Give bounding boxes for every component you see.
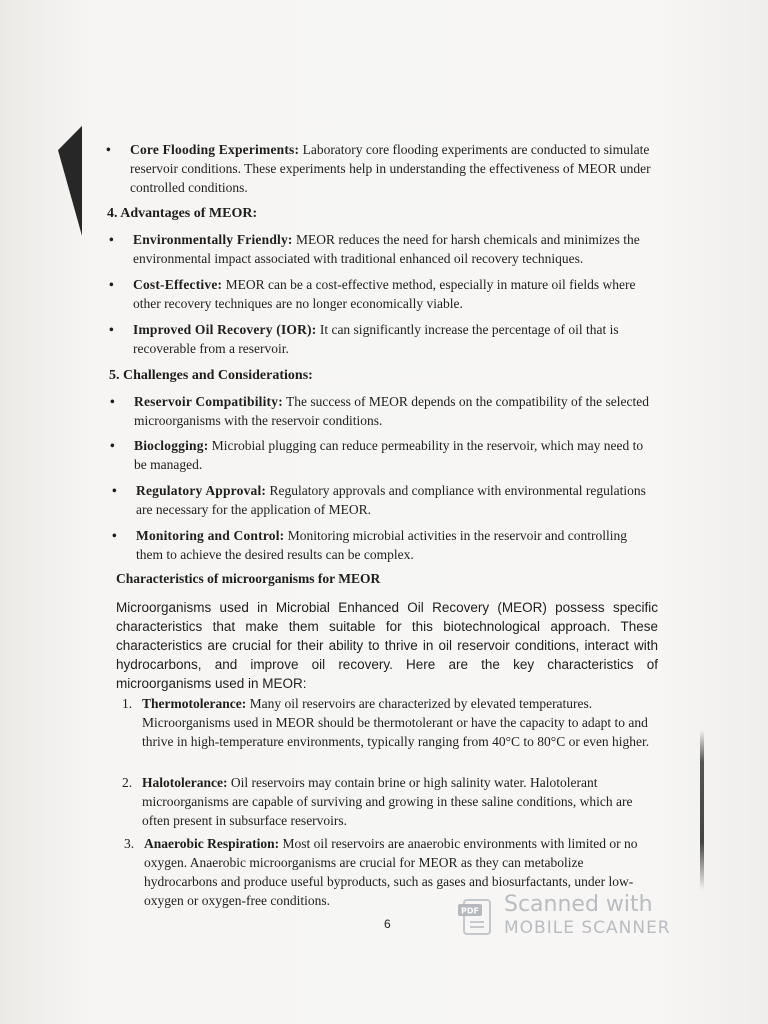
list-text: Many oil reservoirs are characterized by elevated temperatures. Microorganisms used in MEOR should be thermotolerant or have the capacity to adapt to and thrive in high-temperature environments, typically ranging from 40°C to 80°C or even higher. — [142, 696, 650, 749]
bullet-bioclogging — [110, 436, 656, 474]
characteristics-intro-paragraph: Microorganisms used in Microbial Enhanced Oil Recovery (MEOR) possess specific characteristics that make them suitable for this biotechnological approach. These characteristics are crucial for their ability to thrive in oil reservoir conditions, interact with hydrocarbons, and improve oil recovery. Here are the key characteristics of microorganisms used in MEOR: — [116, 600, 658, 691]
bullet-text: Regulatory approvals and compliance with environmental regulations are necessary for the application of MEOR. — [136, 483, 646, 517]
watermark-line1: Scanned with — [504, 892, 653, 917]
bullet-dot: • — [109, 277, 114, 292]
scan-edge-shadow — [700, 730, 704, 890]
bullet-improved-oil-recovery — [109, 320, 655, 358]
list-term: Halotolerance: — [142, 775, 228, 790]
bullet-text: Microbial plugging can reduce permeability in the reservoir, which may need to be managed. — [134, 438, 644, 472]
list-item-thermotolerance — [122, 694, 659, 751]
bullet-dot: • — [106, 142, 111, 157]
bullet-text: Laboratory core flooding experiments are conducted to simulate reservoir conditions. These experiments help in understanding the effectiveness of MEOR under controlled conditions. — [130, 142, 651, 195]
list-number: 2. — [122, 775, 133, 790]
list-number: 3. — [124, 836, 135, 851]
bullet-term: Monitoring and Control: — [136, 528, 285, 543]
bullet-term: Core Flooding Experiments: — [130, 142, 300, 157]
bullet-term: Regulatory Approval: — [136, 483, 267, 498]
bullet-text: The success of MEOR depends on the compatibility of the selected microorganisms with the reservoir conditions. — [134, 394, 649, 428]
bullet-reservoir-compatibility — [110, 392, 656, 430]
bullet-term: Reservoir Compatibility: — [134, 394, 283, 409]
section-heading-characteristics: Characteristics of microorganisms for MEOR — [116, 571, 381, 586]
bullet-dot: • — [109, 322, 114, 337]
bullet-cost-effective — [109, 275, 655, 313]
bullet-term: Bioclogging: — [134, 438, 209, 453]
bullet-environmentally-friendly — [109, 230, 655, 268]
bullet-dot: • — [112, 528, 117, 543]
bullet-core-flooding — [106, 140, 658, 197]
section-heading-advantages: 4. Advantages of MEOR: — [107, 206, 258, 221]
list-number: 1. — [122, 696, 133, 711]
bullet-monitoring-control — [112, 526, 656, 564]
pdf-document-icon — [458, 894, 494, 938]
bullet-text: Monitoring microbial activities in the reservoir and controlling them to achieve the desired results can be complex. — [136, 528, 628, 562]
bullet-term: Cost-Effective: — [133, 277, 223, 292]
page-number: 6 — [384, 917, 391, 931]
bullet-regulatory-approval — [112, 481, 656, 519]
pdf-badge-label: PDF — [461, 906, 479, 916]
scanner-watermark — [458, 892, 678, 944]
list-item-halotolerance — [122, 773, 659, 830]
watermark-line2: MOBILE SCANNER — [504, 918, 671, 938]
bullet-term: Environmentally Friendly: — [133, 232, 293, 247]
bullet-dot: • — [109, 232, 114, 247]
bullet-text: MEOR reduces the need for harsh chemicals and minimizes the environmental impact associated with traditional enhanced oil recovery techniques. — [133, 232, 640, 266]
bullet-term: Improved Oil Recovery (IOR): — [133, 322, 317, 337]
bullet-text: It can significantly increase the percentage of oil that is recoverable from a reservoir. — [133, 322, 619, 356]
scan-artifact-mark — [58, 126, 82, 240]
bullet-dot: • — [110, 394, 115, 409]
bullet-dot: • — [112, 483, 117, 498]
bullet-text: MEOR can be a cost-effective method, especially in mature oil fields where other recovery techniques are no longer economically viable. — [133, 277, 636, 311]
list-term: Thermotolerance: — [142, 696, 247, 711]
list-text: Most oil reservoirs are anaerobic environments with limited or no oxygen. Anaerobic microorganisms are crucial for MEOR as they can metabolize hydrocarbons and produce useful byproducts, such as gases and biosurfactants, under low-oxygen or oxygen-free conditions. — [144, 836, 638, 908]
bullet-dot: • — [110, 438, 115, 453]
section-heading-challenges: 5. Challenges and Considerations: — [109, 368, 313, 383]
list-text: Oil reservoirs may contain brine or high salinity water. Halotolerant microorganisms are capable of surviving and growing in these saline conditions, which are often present in subsurface reservoirs. — [142, 775, 633, 828]
list-term: Anaerobic Respiration: — [144, 836, 280, 851]
